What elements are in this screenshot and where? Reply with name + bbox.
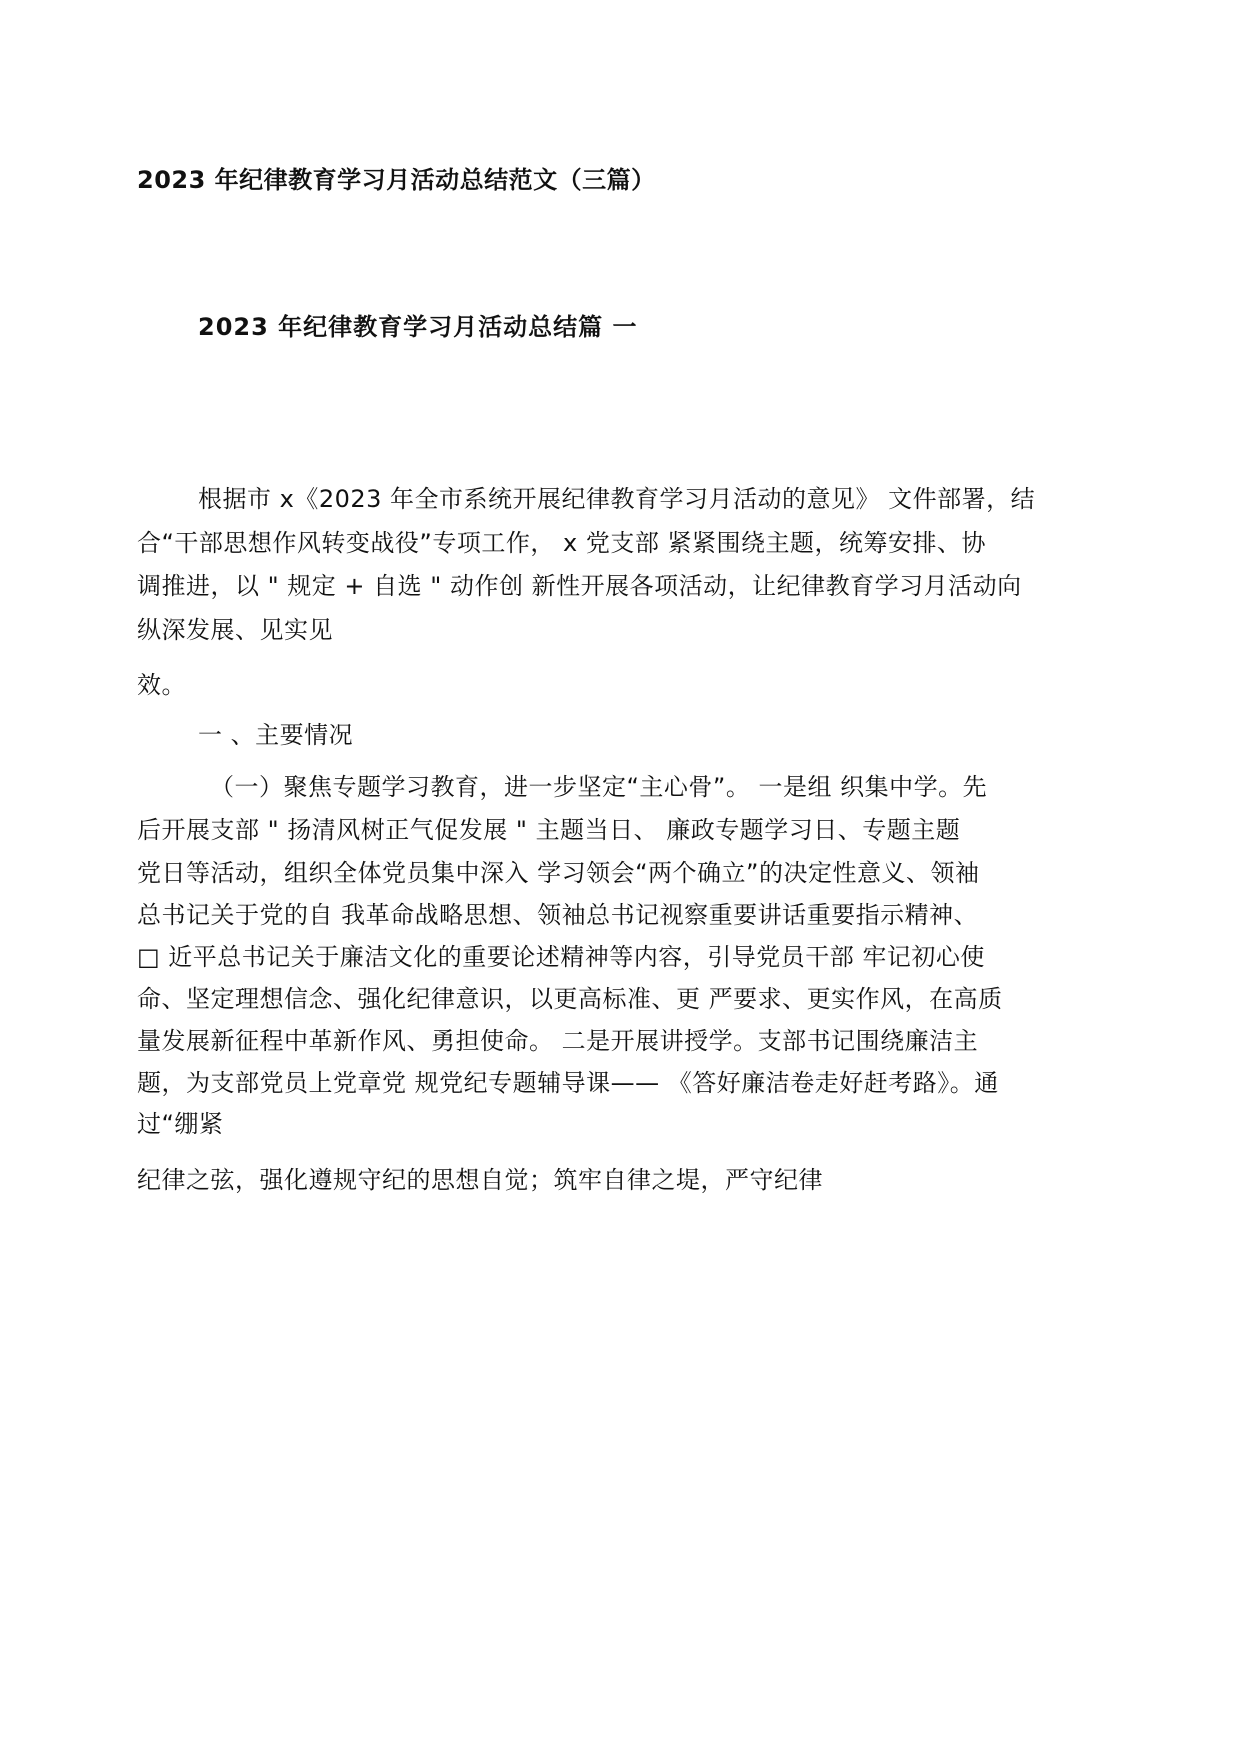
paragraph-line: 效。 bbox=[137, 671, 186, 699]
paragraph-line: 合“干部思想作风转变战役”专项工作， x 党支部 紧紧围绕主题，统筹安排、协 bbox=[137, 529, 986, 557]
paragraph-line: 纵深发展、见实见 bbox=[137, 616, 333, 644]
paragraph-line: 根据市 x《2023 年全市系统开展纪律教育学习月活动的意见》 文件部署，结 bbox=[198, 485, 1036, 513]
paragraph-line: 命、坚定理想信念、强化纪律意识，以更高标准、更 严要求、更实作风，在高质 bbox=[137, 985, 1003, 1013]
paragraph-line: 题，为支部党员上党章党 规党纪专题辅导课—— 《答好廉洁卷走好赶考路》。通 bbox=[137, 1069, 999, 1097]
paragraph-line: 纪律之弦，强化遵规守纪的思想自觉；筑牢自律之堤，严守纪律 bbox=[137, 1166, 823, 1194]
document-title: 2023 年纪律教育学习月活动总结范文（三篇） bbox=[137, 166, 656, 194]
paragraph-line: 后开展支部 " 扬清风树正气促发展 " 主题当日、 廉政专题学习日、专题主题 bbox=[137, 816, 961, 844]
section-heading: 一 、主要情况 bbox=[198, 721, 354, 749]
section-title: 2023 年纪律教育学习月活动总结篇 一 bbox=[198, 313, 638, 341]
paragraph-line: 总书记关于党的自 我革命战略思想、领袖总书记视察重要讲话重要指示精神、 bbox=[137, 901, 979, 929]
paragraph-line: □ 近平总书记关于廉洁文化的重要论述精神等内容，引导党员干部 牢记初心使 bbox=[137, 943, 985, 971]
paragraph-line: （一）聚焦专题学习教育，进一步坚定“主心骨”。 一是组 织集中学。先 bbox=[210, 773, 988, 801]
paragraph-line: 量发展新征程中革新作风、勇担使命。 二是开展讲授学。支部书记围绕廉洁主 bbox=[137, 1027, 979, 1055]
paragraph-line: 党日等活动，组织全体党员集中深入 学习领会“两个确立”的决定性意义、领袖 bbox=[137, 859, 980, 887]
paragraph-line: 过“绷紧 bbox=[137, 1110, 224, 1138]
paragraph-line: 调推进，以 " 规定 + 自选 " 动作创 新性开展各项活动，让纪律教育学习月活动向 bbox=[137, 572, 1022, 600]
